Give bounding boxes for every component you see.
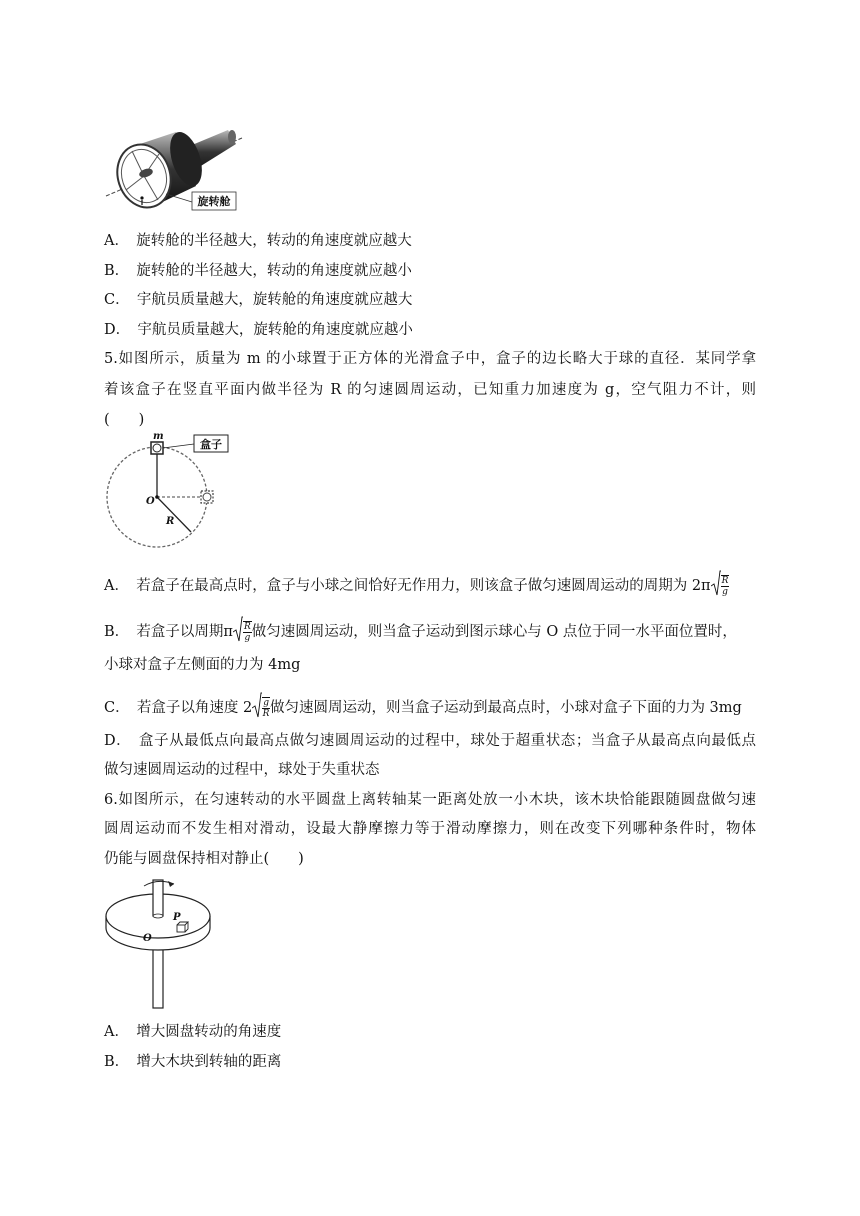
q6-stem-line2: 圆周运动而不发生相对滑动，设最大静摩擦力等于滑动摩擦力，则在改变下列哪种条件时，物体	[104, 821, 756, 837]
q6-option-a: A． 增大圆盘转动的角速度	[104, 1024, 282, 1040]
q5-option-a-text: A． 若盒子在最高点时，盒子与小球之间恰好无作用力，则该盒子做匀速圆周运动的周期为 2π	[104, 578, 711, 594]
frac-numerator: R	[721, 576, 729, 586]
center-o-label: O	[143, 933, 152, 944]
cabin-label: 旋转舱	[197, 195, 231, 208]
q5-option-a-fraction	[721, 575, 730, 597]
mass-label: m	[153, 431, 164, 442]
q5-option-a	[104, 570, 729, 602]
q4-option-c: C． 宇航员质量越大，旋转舱的角速度就应越大	[104, 292, 413, 308]
q5-option-b-pre: B． 若盒子以周期π	[104, 624, 233, 640]
q5-stem-line1: 5.如图所示，质量为 m 的小球置于正方体的光滑盒子中，盒子的边长略大于球的直径．某同学拿	[104, 351, 756, 367]
q6-stem	[104, 790, 756, 810]
q6-stem-line1: 6.如图所示，在匀速转动的水平圆盘上离转轴某一距离处放一小木块，该木块恰能跟随圆盘做匀速	[104, 792, 756, 808]
box-label: 盒子	[200, 438, 222, 451]
frac-denominator: g	[244, 633, 251, 643]
q5-option-c-fraction	[262, 697, 270, 719]
q5-option-b	[104, 616, 737, 648]
q5-option-c-pre: C． 若盒子以角速度 2	[104, 700, 253, 716]
q6-stem-2	[104, 819, 756, 839]
q4-option-d: D． 宇航员质量越大，旋转舱的角速度就应越小	[104, 322, 413, 338]
q5-option-b-fraction	[243, 621, 252, 643]
q4-option-b: B． 旋转舱的半径越大，转动的角速度就应越小	[104, 263, 412, 279]
sqrt-radical	[711, 570, 721, 602]
q5-option-d-line1: D． 盒子从最低点向最高点做匀速圆周运动的过程中，球处于超重状态；当盒子从最高点向最低点	[104, 733, 756, 749]
q5-option-c	[104, 692, 742, 724]
q5-option-c-post: 做匀速圆周运动，则当盒子运动到最高点时，小球对盒子下面的力为 3mg	[269, 700, 742, 716]
q5-option-b-post: 做匀速圆周运动，则当盒子运动到图示球心与 O 点位于同一水平面位置时，	[251, 624, 737, 640]
frac-denominator: g	[722, 587, 728, 597]
sqrt-radical	[252, 692, 262, 724]
q6-stem-line3: 仍能与圆盘保持相对静止( )	[104, 851, 304, 867]
q5-option-d-line2: 做匀速圆周运动的过程中，球处于失重状态	[104, 762, 380, 778]
rotating-disc-figure	[104, 876, 220, 1010]
point-p-label: P	[173, 912, 181, 923]
q4-option-a: A． 旋转舱的半径越大，转动的角速度就应越大	[104, 233, 412, 249]
sqrt-radical	[233, 616, 243, 648]
box-circle-figure	[104, 430, 234, 554]
q6-option-b: B． 增大木块到转轴的距离	[104, 1054, 282, 1070]
q5-stem-line3: ( )	[104, 412, 145, 428]
frac-denominator: R	[262, 709, 270, 719]
q5-stem	[104, 349, 756, 369]
rotating-cabin-figure	[104, 124, 244, 216]
radius-label: R	[166, 516, 175, 527]
frac-numerator: R	[243, 622, 251, 632]
q5-stem-line2: 着该盒子在竖直平面内做半径为 R 的匀速圆周运动，已知重力加速度为 g，空气阻力不计，则	[104, 382, 756, 398]
frac-numerator: g	[263, 698, 269, 708]
q5-option-b-line2: 小球对盒子左侧面的力为 4mg	[104, 657, 301, 673]
q5-stem-2	[104, 380, 756, 400]
q5-option-d	[104, 731, 756, 751]
center-label: O	[146, 496, 155, 507]
